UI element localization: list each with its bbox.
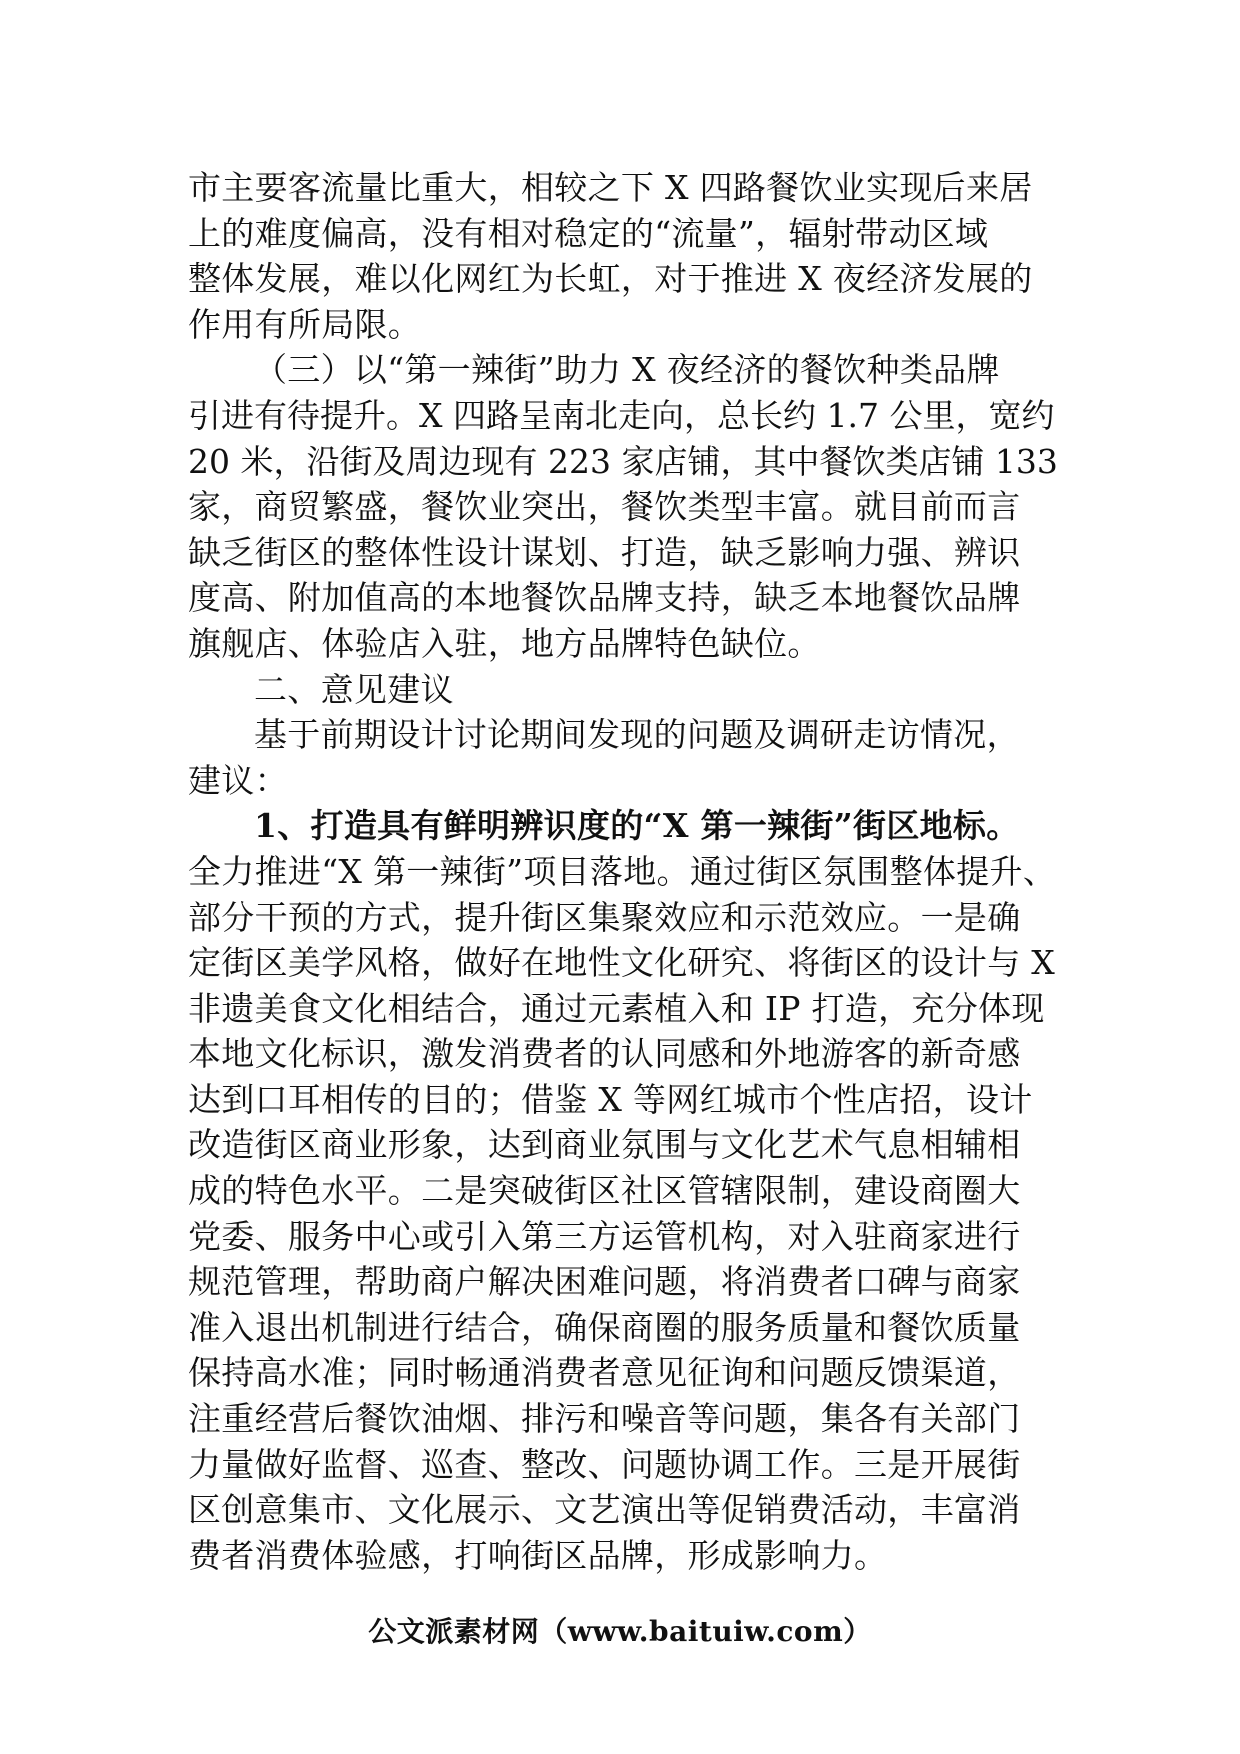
text-line: 改造街区商业形象，达到商业氛围与文化艺术气息相辅相 [188, 1125, 1021, 1165]
text-line: 整体发展，难以化网红为长虹，对于推进 X 夜经济发展的 [188, 259, 1033, 299]
text-line: 基于前期设计讨论期间发现的问题及调研走访情况， [254, 715, 1020, 755]
text-line: 区创意集市、文化展示、文艺演出等促销费活动，丰富消 [188, 1490, 1021, 1530]
text-line: 党委、服务中心或引入第三方运管机构，对入驻商家进行 [188, 1216, 1021, 1256]
text-line: 本地文化标识，激发消费者的认同感和外地游客的新奇感 [188, 1034, 1021, 1074]
text-line: 准入退出机制进行结合，确保商圈的服务质量和餐饮质量 [188, 1307, 1021, 1347]
text-line: 全力推进“X 第一辣街”项目落地。通过街区氛围整体提升、 [188, 851, 1057, 891]
text-line: 力量做好监督、巡查、整改、问题协调工作。三是开展街 [188, 1444, 1021, 1484]
text-line: 二、意见建议 [254, 669, 454, 709]
text-line: 费者消费体验感，打响街区品牌，形成影响力。 [188, 1535, 888, 1575]
text-line: 度高、附加值高的本地餐饮品牌支持，缺乏本地餐饮品牌 [188, 578, 1021, 618]
document-body [188, 165, 1058, 1578]
text-line: 定街区美学风格，做好在地性文化研究、将街区的设计与 X [188, 943, 1056, 983]
text-line: 规范管理，帮助商户解决困难问题，将消费者口碑与商家 [188, 1262, 1021, 1302]
text-line: 家，商贸繁盛，餐饮业突出，餐饮类型丰富。就目前而言 [188, 487, 1021, 527]
text-line: 缺乏街区的整体性设计谋划、打造，缺乏影响力强、辨识 [188, 532, 1021, 572]
text-line: 注重经营后餐饮油烟、排污和噪音等问题，集各有关部门 [188, 1399, 1021, 1439]
text-line: （三）以“第一辣街”助力 X 夜经济的餐饮种类品牌 [254, 350, 1000, 390]
text-line: 市主要客流量比重大，相较之下 X 四路餐饮业实现后来居 [188, 168, 1033, 207]
text-line: 20 米，沿街及周边现有 223 家店铺，其中餐饮类店铺 133 [188, 441, 1058, 481]
text-line: 作用有所局限。 [188, 304, 422, 344]
text-line: 旗舰店、体验店入驻，地方品牌特色缺位。 [188, 623, 821, 663]
text-line: 非遗美食文化相结合，通过元素植入和 IP 打造，充分体现 [188, 988, 1045, 1028]
text-line: 部分干预的方式，提升街区集聚效应和示范效应。一是确 [188, 897, 1021, 937]
section-heading-line: 1、打造具有鲜明辨识度的“X 第一辣街”街区地标。 [254, 806, 1020, 846]
text-line: 建议： [188, 760, 288, 800]
text-line: 成的特色水平。二是突破街区社区管辖限制，建设商圈大 [188, 1171, 1021, 1211]
footer-watermark: 公文派素材网（www.baituiw.com） [368, 1615, 872, 1648]
text-line: 上的难度偏高，没有相对稳定的“流量”，辐射带动区域 [188, 213, 989, 253]
text-line: 保持高水准；同时畅通消费者意见征询和问题反馈渠道， [188, 1353, 1021, 1393]
text-line: 达到口耳相传的目的；借鉴 X 等网红城市个性店招，设计 [188, 1079, 1033, 1119]
text-line: 引进有待提升。X 四路呈南北走向，总长约 1.7 公里，宽约 [188, 395, 1055, 435]
